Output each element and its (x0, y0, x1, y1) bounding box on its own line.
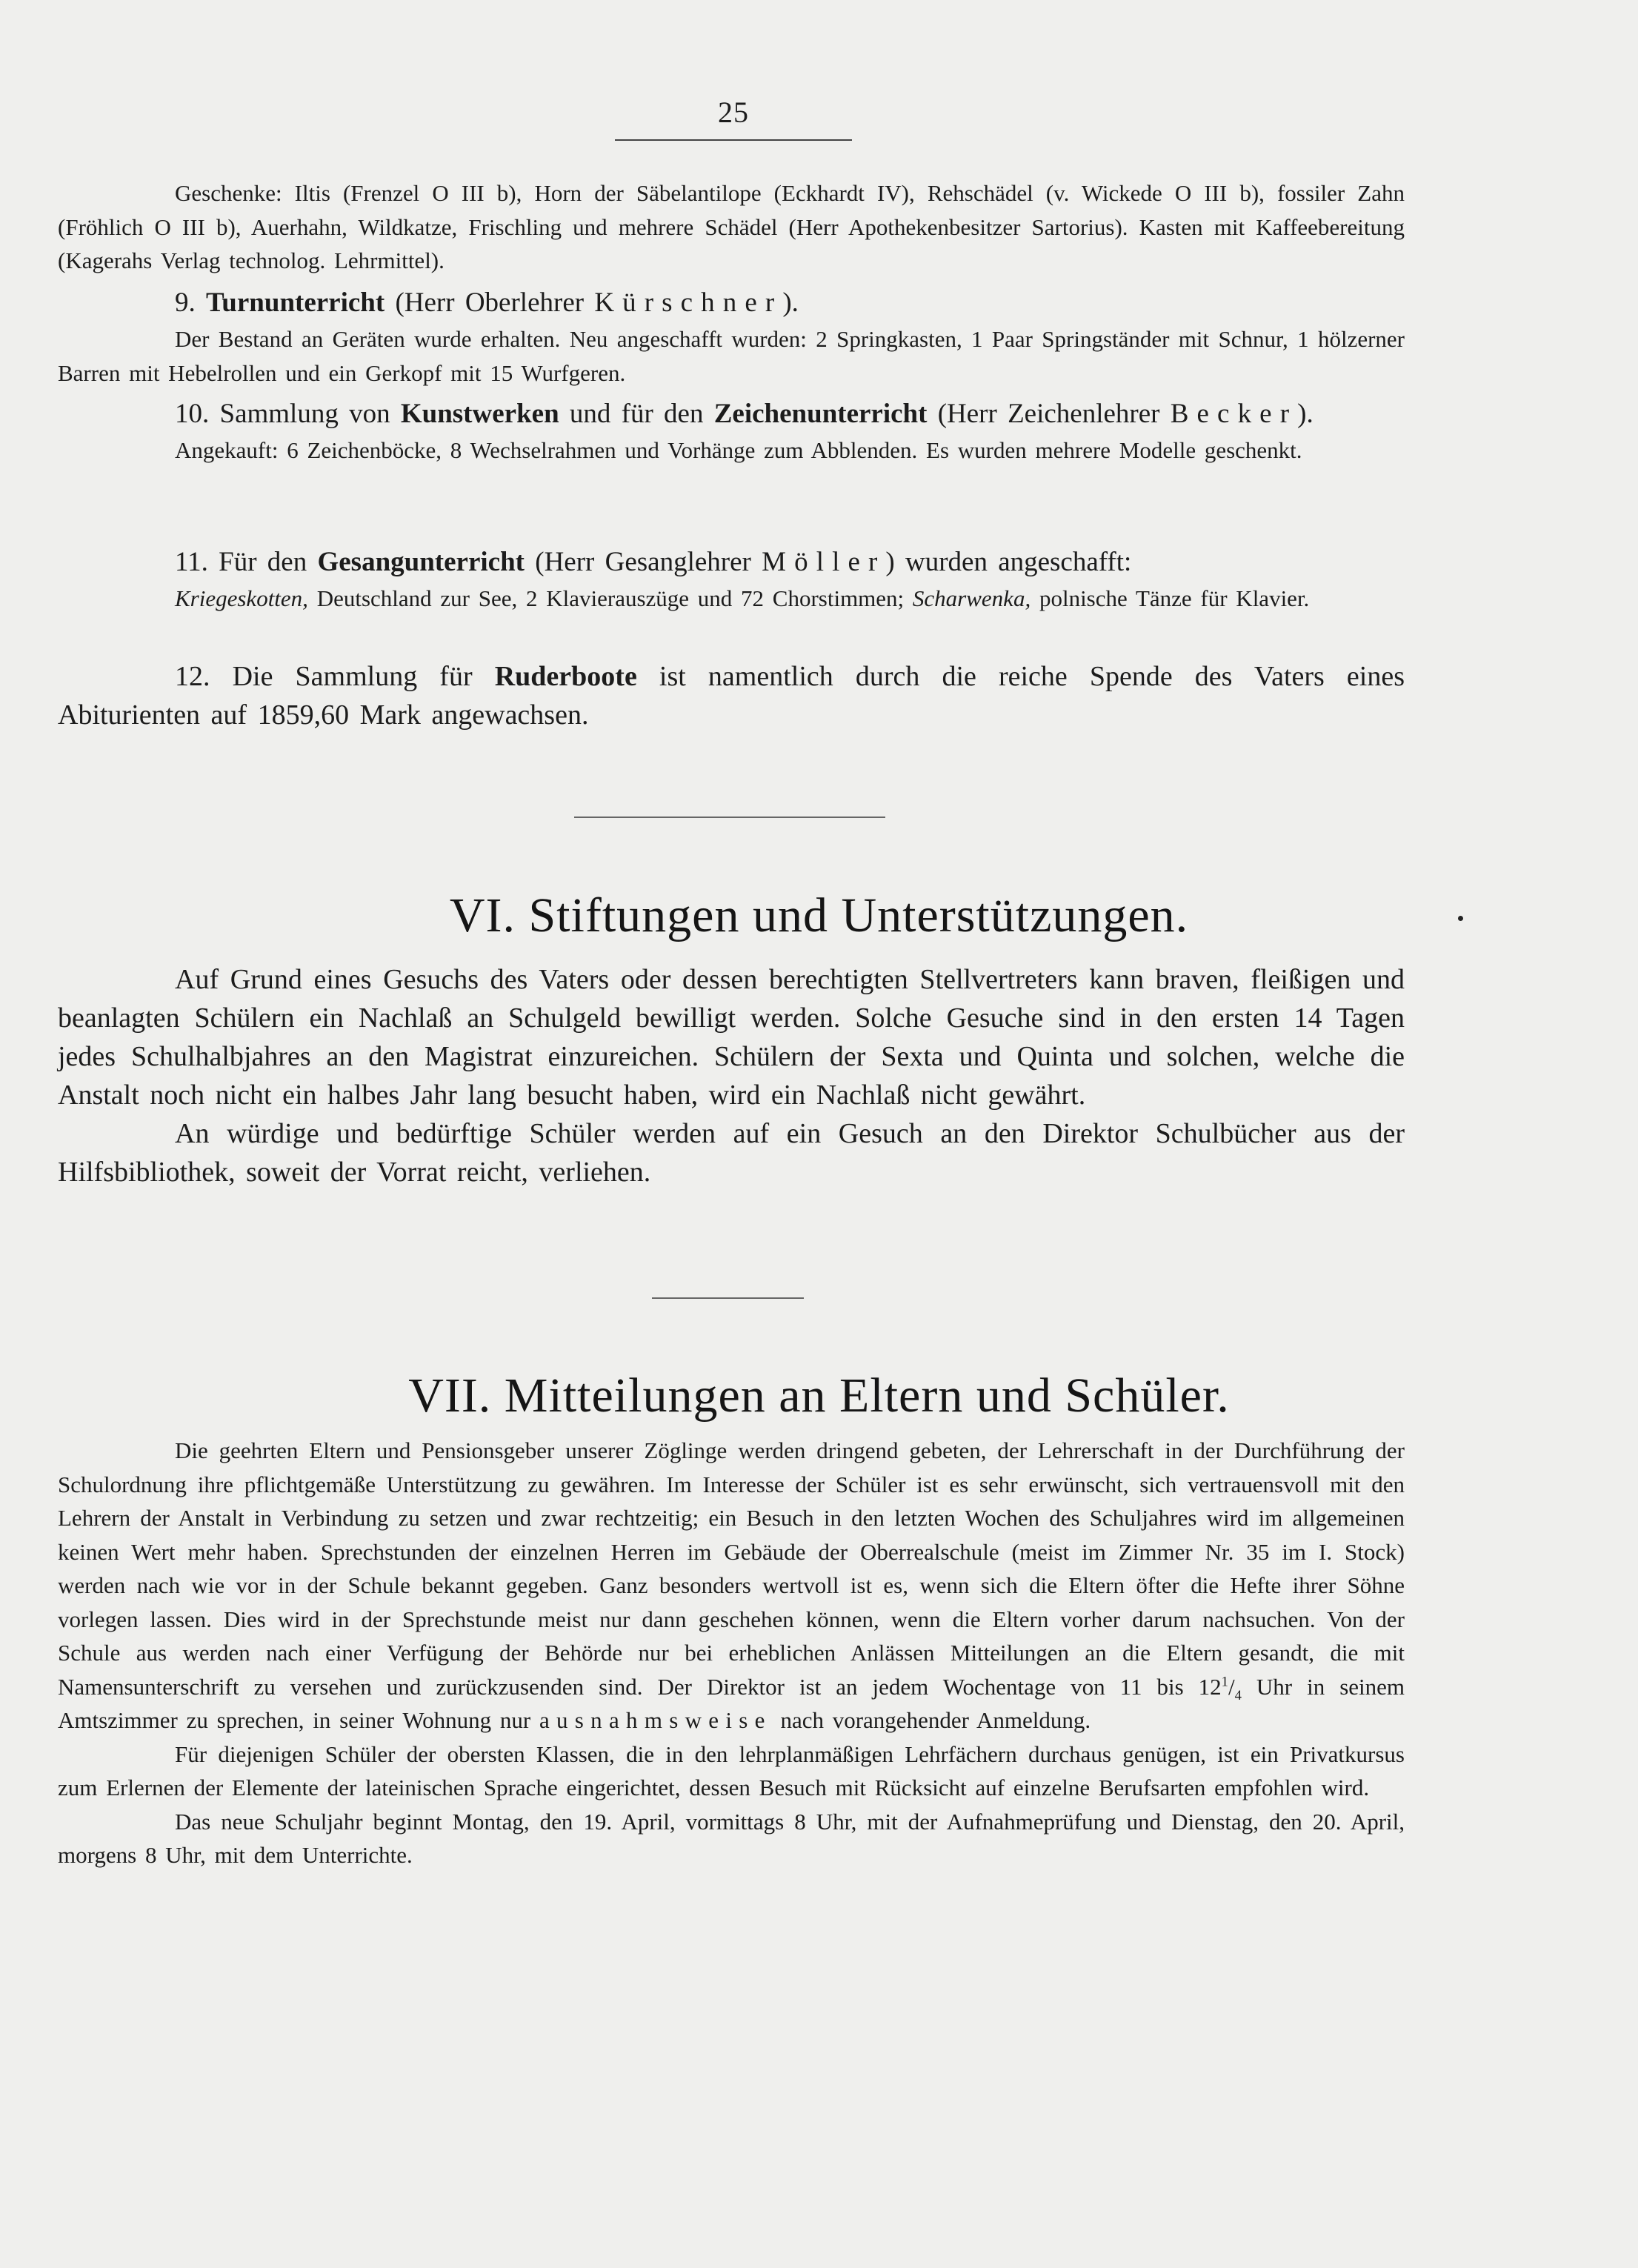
section-vi-paragraph-2: An würdige und bedürftige Schüler werden auf ein Gesuch an den Direktor Schulbücher aus der Hilfsbibliothek, soweit der Vorrat reicht, verliehen. (58, 1118, 1405, 1188)
item-10-paren-open: (Herr Zeichenlehrer (937, 399, 1160, 429)
item-11 (58, 543, 1405, 616)
page-number: 25 (718, 96, 749, 129)
item-11-paren-open: (Herr Gesanglehrer (535, 547, 751, 577)
top-block (58, 176, 1405, 278)
item-11-lead: Für den (219, 547, 307, 577)
section-vii-p1-a: Die geehrten Eltern und Pensionsgeber unserer Zöglinge werden dringend gebeten, der Lehrerschaft in der Durchführung der Schulordnung ihre pflichtgemäße Unterstützung zu gewähren. Im Interesse der Schüler ist es sehr erwünscht, sich vertrauensvoll mit den Lehrern der Anstalt in Verbindung zu setzen und zwar rechtzeitig; ein Besuch in den letzten Wochen des Schuljahres wird im allgemeinen keinen Wert mehr haben. Sprechstunden der einzelnen Herren im Gebäude der Oberrealschule (meist im Zimmer Nr. 35 im I. Stock) werden nach wie vor in der Schule bekannt gegeben. Ganz besonders wertvoll ist es, wenn sich die Eltern öfter die Hefte ihrer Söhne vorlegen lassen. Dies wird in der Sprechstunde meist nur dann geschehen können, wenn die Eltern vorher darum nachsuchen. Von der Schule aus werden nach einer Verfügung der Behörde nur bei erheblichen Anlässen Mitteilungen an die Eltern gesandt, die mit Namensunterschrift zu versehen und zurückzusenden sind. Der Direktor ist an jedem Wochentage von 11 bis 12 (58, 1437, 1405, 1700)
item-9-paren-close: ). (782, 287, 799, 318)
item-9-title: Turnunterricht (206, 287, 385, 318)
fraction-numerator: 1 (1221, 1674, 1228, 1690)
item-10-paren-close: ). (1297, 399, 1314, 429)
item-11-number: 11. (175, 547, 208, 577)
section-vii-paragraph-1: Die geehrten Eltern und Pensionsgeber unserer Zöglinge werden dringend gebeten, der Lehrerschaft in der Durchführung der Schulordnung ihre pflichtgemäße Unterstützung zu gewähren. Im Interesse der Schüler ist es sehr erwünscht, sich vertrauensvoll mit den Lehrern der Anstalt in Verbindung zu setzen und zwar rechtzeitig; ein Besuch in den letzten Wochen des Schuljahres wird im allgemeinen keinen Wert mehr haben. Sprechstunden der einzelnen Herren im Gebäude der Oberrealschule (meist im Zimmer Nr. 35 im I. Stock) werden nach wie vor in der Schule bekannt gegeben. Ganz besonders wertvoll ist es, wenn sich die Eltern öfter die Hefte ihrer Söhne vorlegen lassen. Dies wird in der Sprechstunde meist nur dann geschehen können, wenn die Eltern vorher darum nachsuchen. Von der Schule aus werden nach einer Verfügung der Behörde nur bei erheblichen Anlässen Mitteilungen an die Eltern gesandt, die mit Namensunterschrift zu versehen und zurückzusenden sind. Der Direktor ist an jedem Wochentage von 11 bis $12^1/_4$ Uhr in seinem Amtszimmer zu sprechen, in seiner Wohnung nur ausnahmsweise nach vorangehender Anmeldung. (58, 1437, 1405, 1733)
item-10-text: Angekauft: 6 Zeichenböcke, 8 Wechselrahmen und Vorhänge zum Abblenden. Es wurden mehrere Modelle geschenkt. (175, 437, 1302, 463)
item-12 (58, 657, 1405, 734)
item-10-mid: und für den (569, 399, 704, 429)
item-12-text: ist namentlich durch die reiche Spende des Vaters eines Abiturienten auf 1859,60 Mark angewachsen. (58, 661, 1405, 731)
item-10-number: 10. (175, 399, 210, 429)
section-vii-paragraph-3: Das neue Schuljahr beginnt Montag, den 19. April, vormittags 8 Uhr, mit der Aufnahmeprüfung und Dienstag, den 20. April, morgens 8 Uhr, mit dem Unterrichte. (58, 1808, 1405, 1868)
item-11-text-a: Deutschland zur See, 2 Klavierauszüge und 72 Chorstimmen; (316, 585, 905, 611)
item-11-author-a: Kriegeskotten, (175, 585, 308, 611)
item-11-tail: ) wurden angeschafft: (885, 547, 1132, 577)
item-9-number: 9. (175, 287, 196, 318)
item-9-paren-open: (Herr Oberlehrer (395, 287, 585, 318)
item-10-title-b: Zeichenunterricht (713, 399, 928, 429)
section-vii-heading: VII. Mitteilungen an Eltern und Schüler. (408, 1369, 1230, 1423)
item-10-teacher-name: Becker (1170, 399, 1298, 429)
section-vi-paragraph-1: Auf Grund eines Gesuchs des Vaters oder dessen berechtigten Stellvertreters kann braven, fleißigen und beanlagten Schülern ein Nachlaß an Schulgeld bewilligt werden. Solche Gesuche sind in den ersten 14 Tagen jedes Schulhalbjahres an den Magistrat einzureichen. Schülern der Sexta und Quinta und solchen, welche die Anstalt noch nicht ein halbes Jahr lang besucht haben, wird ein Nachlaß nicht gewährt. (58, 964, 1405, 1111)
item-9-teacher-name: Kürschner (594, 287, 783, 318)
section-vii-body (58, 1434, 1405, 1872)
item-10-heading (58, 395, 1405, 433)
section-vi-body (58, 960, 1405, 1191)
item-11-text (58, 582, 1405, 616)
item-11-author-b: Scharwenka, (912, 585, 1031, 611)
item-10-title-a: Kunstwerken (400, 399, 559, 429)
item-10-lead: Sammlung von (219, 399, 390, 429)
item-11-title: Gesangunterricht (317, 547, 525, 577)
divider-1 (574, 817, 885, 818)
page-number-rule (615, 139, 852, 141)
paragraph-geschenke: Geschenke: Iltis (Frenzel O III b), Horn der Säbelantilope (Eckhardt IV), Rehschädel (v. Wickede O III b), fossiler Zahn (Fröhlich O III b), Auerhahn, Wildkatze, Frischling und mehrere Schädel (Herr Apothekenbesitzer Sartorius). Kasten mit Kaffeebereitung (Kagerahs Verlag technolog. Lehrmittel). (58, 180, 1405, 273)
section-vi-heading: VI. Stiftungen und Unterstützungen. (449, 888, 1189, 942)
section-vii-p1-b: Uhr in seinem Amtszimmer zu sprechen, in seiner Wohnung nur (58, 1673, 1405, 1733)
item-11-heading (58, 543, 1405, 582)
item-9-text: Der Bestand an Geräten wurde erhalten. Neu angeschafft wurden: 2 Springkasten, 1 Paar Springständer mit Schnur, 1 hölzerner Barren mit Hebelrollen und ein Gerkopf mit 15 Wurfgeren. (58, 326, 1405, 386)
print-speck (1458, 916, 1463, 921)
item-12-number: 12. (175, 661, 210, 692)
section-vii-paragraph-2: Für diejenigen Schüler der obersten Klassen, die in den lehrplanmäßigen Lehrfächern durchaus genügen, ist ein Privatkursus zum Erlernen der Elemente der lateinischen Sprache eingerichtet, dessen Besuch mit Rücksicht auf einzelne Berufsarten empfohlen wird. (58, 1740, 1405, 1800)
item-9 (58, 284, 1405, 390)
item-11-teacher-name: Möller (762, 547, 886, 577)
item-10 (58, 395, 1405, 468)
section-vii-p1-emphasis: ausnahmsweise (539, 1707, 772, 1733)
item-12-title: Ruderboote (494, 661, 637, 692)
fraction-denominator: 4 (1234, 1687, 1242, 1703)
item-12-lead: Die Sammlung für (232, 661, 473, 692)
section-vii-p1-c: nach vorangehender Anmeldung. (780, 1707, 1091, 1733)
divider-2 (652, 1297, 804, 1299)
item-12-paragraph (58, 657, 1405, 734)
item-11-text-b: polnische Tänze für Klavier. (1039, 585, 1310, 611)
item-9-heading (58, 284, 1405, 322)
